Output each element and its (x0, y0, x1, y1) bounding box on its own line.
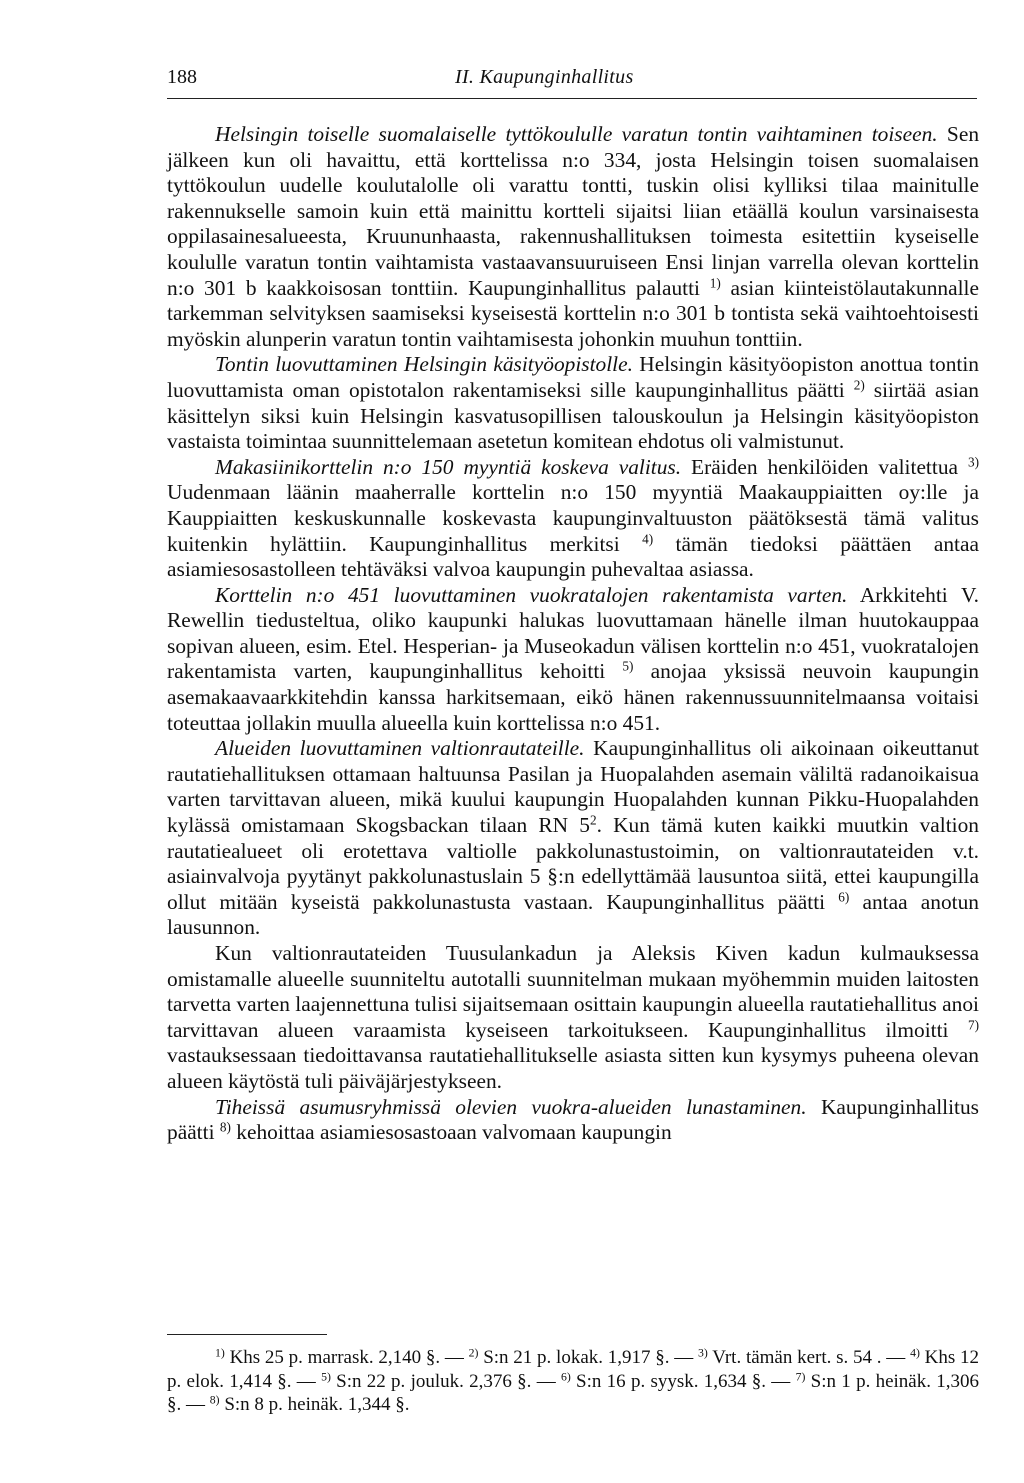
paragraph-text: Kun valtionrautateiden Tuusulankadun ja Aleksis Kiven kadun kulmauksessa omistamalle alueelle suunniteltu autotalli suunnitelman mukaan myöhemmin muiden laitosten tarvetta varten laajennettuna tulisi sijaitsemaan osittain kaupungin alueella rautatiehallitus anoi tarvittavan alueen varaamista kyseiseen tarkoitukseen. Kaupunginhallitus ilmoitti (167, 941, 979, 1042)
footnote-item: Khs 25 p. marrask. 2,140 §. — (224, 1347, 469, 1368)
paragraph-text: asian kiinteistölautakunnalle tarkemman selvityksen saamiseksi kyseisestä korttelin n:o 301 b tontista sekä vaihtoehtoisesti myöskin alunperin varatun tontin vaihtamisesta johonkin muuhun tonttiin. (167, 275, 979, 351)
paragraph-text: Helsingin käsityöopiston anottua tontin luovuttamista oman opistotalon rakentamiseksi sille kaupunginhallitus päätti (167, 352, 979, 402)
section-heading: Tiheissä asumusryhmissä olevien vuokra-alueiden lunastaminen. (215, 1094, 807, 1119)
footnote-marker: 2) (468, 1346, 479, 1360)
page-header (167, 66, 977, 94)
footnote-ref: 6) (838, 889, 850, 905)
paragraph (167, 583, 979, 737)
footnote-item: S:n 8 p. heinäk. 1,344 §. (219, 1394, 410, 1415)
section-heading: Korttelin n:o 451 luovuttaminen vuokratalojen rakentamista varten. (215, 582, 848, 607)
paragraph-text: Uudenmaan läänin maaherralle korttelin n:o 150 myyntiä Maakauppiaitten oy:lle ja Kauppiaitten keskuskunnalle koskevasta kaupunginvaltuuston päätöksestä tämä valitus kuitenkin hylättiin. Kaupunginhallitus merkitsi (167, 480, 979, 556)
footnote-marker: 4) (910, 1346, 920, 1360)
footnote-ref: 3) (967, 454, 979, 470)
footnote-marker: 6) (560, 1370, 571, 1384)
footnote-item: S:n 21 p. lokak. 1,917 §. — (478, 1347, 699, 1368)
section-heading: Alueiden luovuttaminen valtionrautateille. (215, 736, 585, 761)
footnote-ref: 5) (622, 659, 634, 675)
header-rule (167, 98, 977, 99)
paragraph (167, 1095, 979, 1146)
footnote-item: Khs 12 p. elok. 1,414 §. — (167, 1347, 979, 1392)
paragraph (167, 122, 979, 352)
section-heading: Makasiinikorttelin n:o 150 myyntiä koskeva valitus. (215, 454, 682, 479)
footnotes (167, 1346, 979, 1417)
paragraph-text: Arkkitehti V. Rewellin tiedusteltua, oliko kaupunki halukas luovuttamaan hänelle ilman huutokauppaa sopivan alueen, esim. Etel. Hesperian- ja Museokadun välisen korttelin n:o 451, vuokratalojen rakentamista varten, kaupunginhallitus kehoitti (167, 582, 980, 684)
footnote-item: S:n 1 p. heinäk. 1,306 §. — (167, 1370, 980, 1415)
running-title: II. Kaupunginhallitus (455, 66, 634, 88)
paragraph (167, 736, 979, 941)
footnote-item: Vrt. tämän kert. s. 54 . — (707, 1347, 911, 1368)
footnote-text (167, 1346, 979, 1417)
paragraph-text: . Kun tämä kuten kaikki muutkin valtion rautatiealueet oli erotettava valtiolle pakkolunastustoimin, on valtionrautateiden v.t. asiainvalvoja pyytänyt pakkolunastuslain 5 §:n edellyttämää lausuntoa siitä, ettei kaupungilla ollut mitään kyseistä pakkolunastusta vastaan. Kaupunginhallitus päätti (167, 813, 979, 914)
footnote-ref: 7) (967, 1017, 979, 1033)
paragraph-text: kehoittaa asiamiesosastoaan valvomaan kaupungin (230, 1120, 672, 1145)
paragraph-text: anojaa yksissä neuvoin kaupungin asemakaavaarkkitehdin kanssa harkitsemaan, eikö hänen rakennussuunnitelmaansa voitaisi toteuttaa jollakin muulla alueella kuin korttelissa n:o 451. (167, 659, 979, 735)
footnote-marker: 8) (209, 1393, 220, 1407)
footnote-rule (167, 1334, 327, 1335)
footnote-marker: 3) (698, 1346, 708, 1360)
footnote-ref: 8) (219, 1119, 231, 1135)
paragraph-text: Sen jälkeen kun oli havaittu, että korttelissa n:o 334, josta Helsingin toisen suomalaisen tyttökoulun uudelle koulutalolle oli varattu tontti, tuskin olisi kylliksi tilaa mainitulle rakennukselle samoin kuin että mainittu kortteli sijaitsi liian etäällä koulun varsinaisesta oppilasainesalueesta, Kruununhaasta, rakennushallituksen toimesta esitettiin kyseiselle koululle varatun tontin vaihtamista vastaavansuuruiseen Ensi linjan varrella olevan korttelin n:o 301 b kaakkoisosan tonttiin. Kaupunginhallitus palautti (167, 122, 980, 300)
paragraph (167, 941, 979, 1095)
footnote-marker: 7) (795, 1370, 806, 1384)
paragraph-text: siirtää asian käsittelyn siksi kuin Helsingin kasvatusopillisen talouskoulun ja Helsingin käsityöopiston vastaista toimintaa suunnittelemaan asetetun komitean ehdotus oli valmistunut. (167, 377, 979, 454)
paragraph-text: tämän tiedoksi päättäen antaa asiamiesosastolleen tehtäväksi valvoa kaupungin puhevaltaa asiassa. (167, 531, 979, 582)
section-heading: Tontin luovuttaminen Helsingin käsityöopistolle. (215, 352, 633, 377)
footnote-marker: 1) (215, 1346, 225, 1360)
footnote-ref: 1) (709, 275, 721, 291)
paragraph (167, 455, 979, 583)
footnote-marker: 5) (321, 1370, 331, 1384)
footnote-ref: 4) (642, 531, 654, 547)
page-number: 188 (167, 66, 197, 88)
paragraph-text: vastauksessaan tiedoittavansa rautatiehallitukselle asiasta sitten kun kysymys puheena olevan alueen käytöstä tuli päiväjärjestykseen. (167, 1043, 979, 1093)
paragraph-text: Kaupunginhallitus oli aikoinaan oikeuttanut rautatiehallituksen ottamaan haltuunsa Pasilan ja Huopalahden asemain väliltä radanoikaisua varten tarvittavan alueen, mikä kuului kaupungin Huopalahden kunnan Pikku-Huopalahden kylässä omistamaan Skogsbackan tilaan RN 5 (167, 736, 979, 838)
footnote-ref: 2) (853, 377, 865, 393)
paragraph-text: Kaupunginhallitus päätti (167, 1094, 979, 1145)
paragraph-text: antaa anotun lausunnon. (167, 889, 979, 940)
paragraph-text: Eräiden henkilöiden valitettua (681, 454, 968, 479)
footnote-item: S:n 16 p. syysk. 1,634 §. — (570, 1370, 796, 1392)
paragraph (167, 352, 979, 454)
superscript: 2 (589, 812, 597, 828)
footnote-item: S:n 22 p. jouluk. 2,376 §. — (330, 1370, 561, 1392)
section-heading: Helsingin toiselle suomalaiselle tyttökoululle varatun tontin vaihtaminen toiseen. (215, 122, 938, 146)
body-text (167, 122, 979, 1146)
